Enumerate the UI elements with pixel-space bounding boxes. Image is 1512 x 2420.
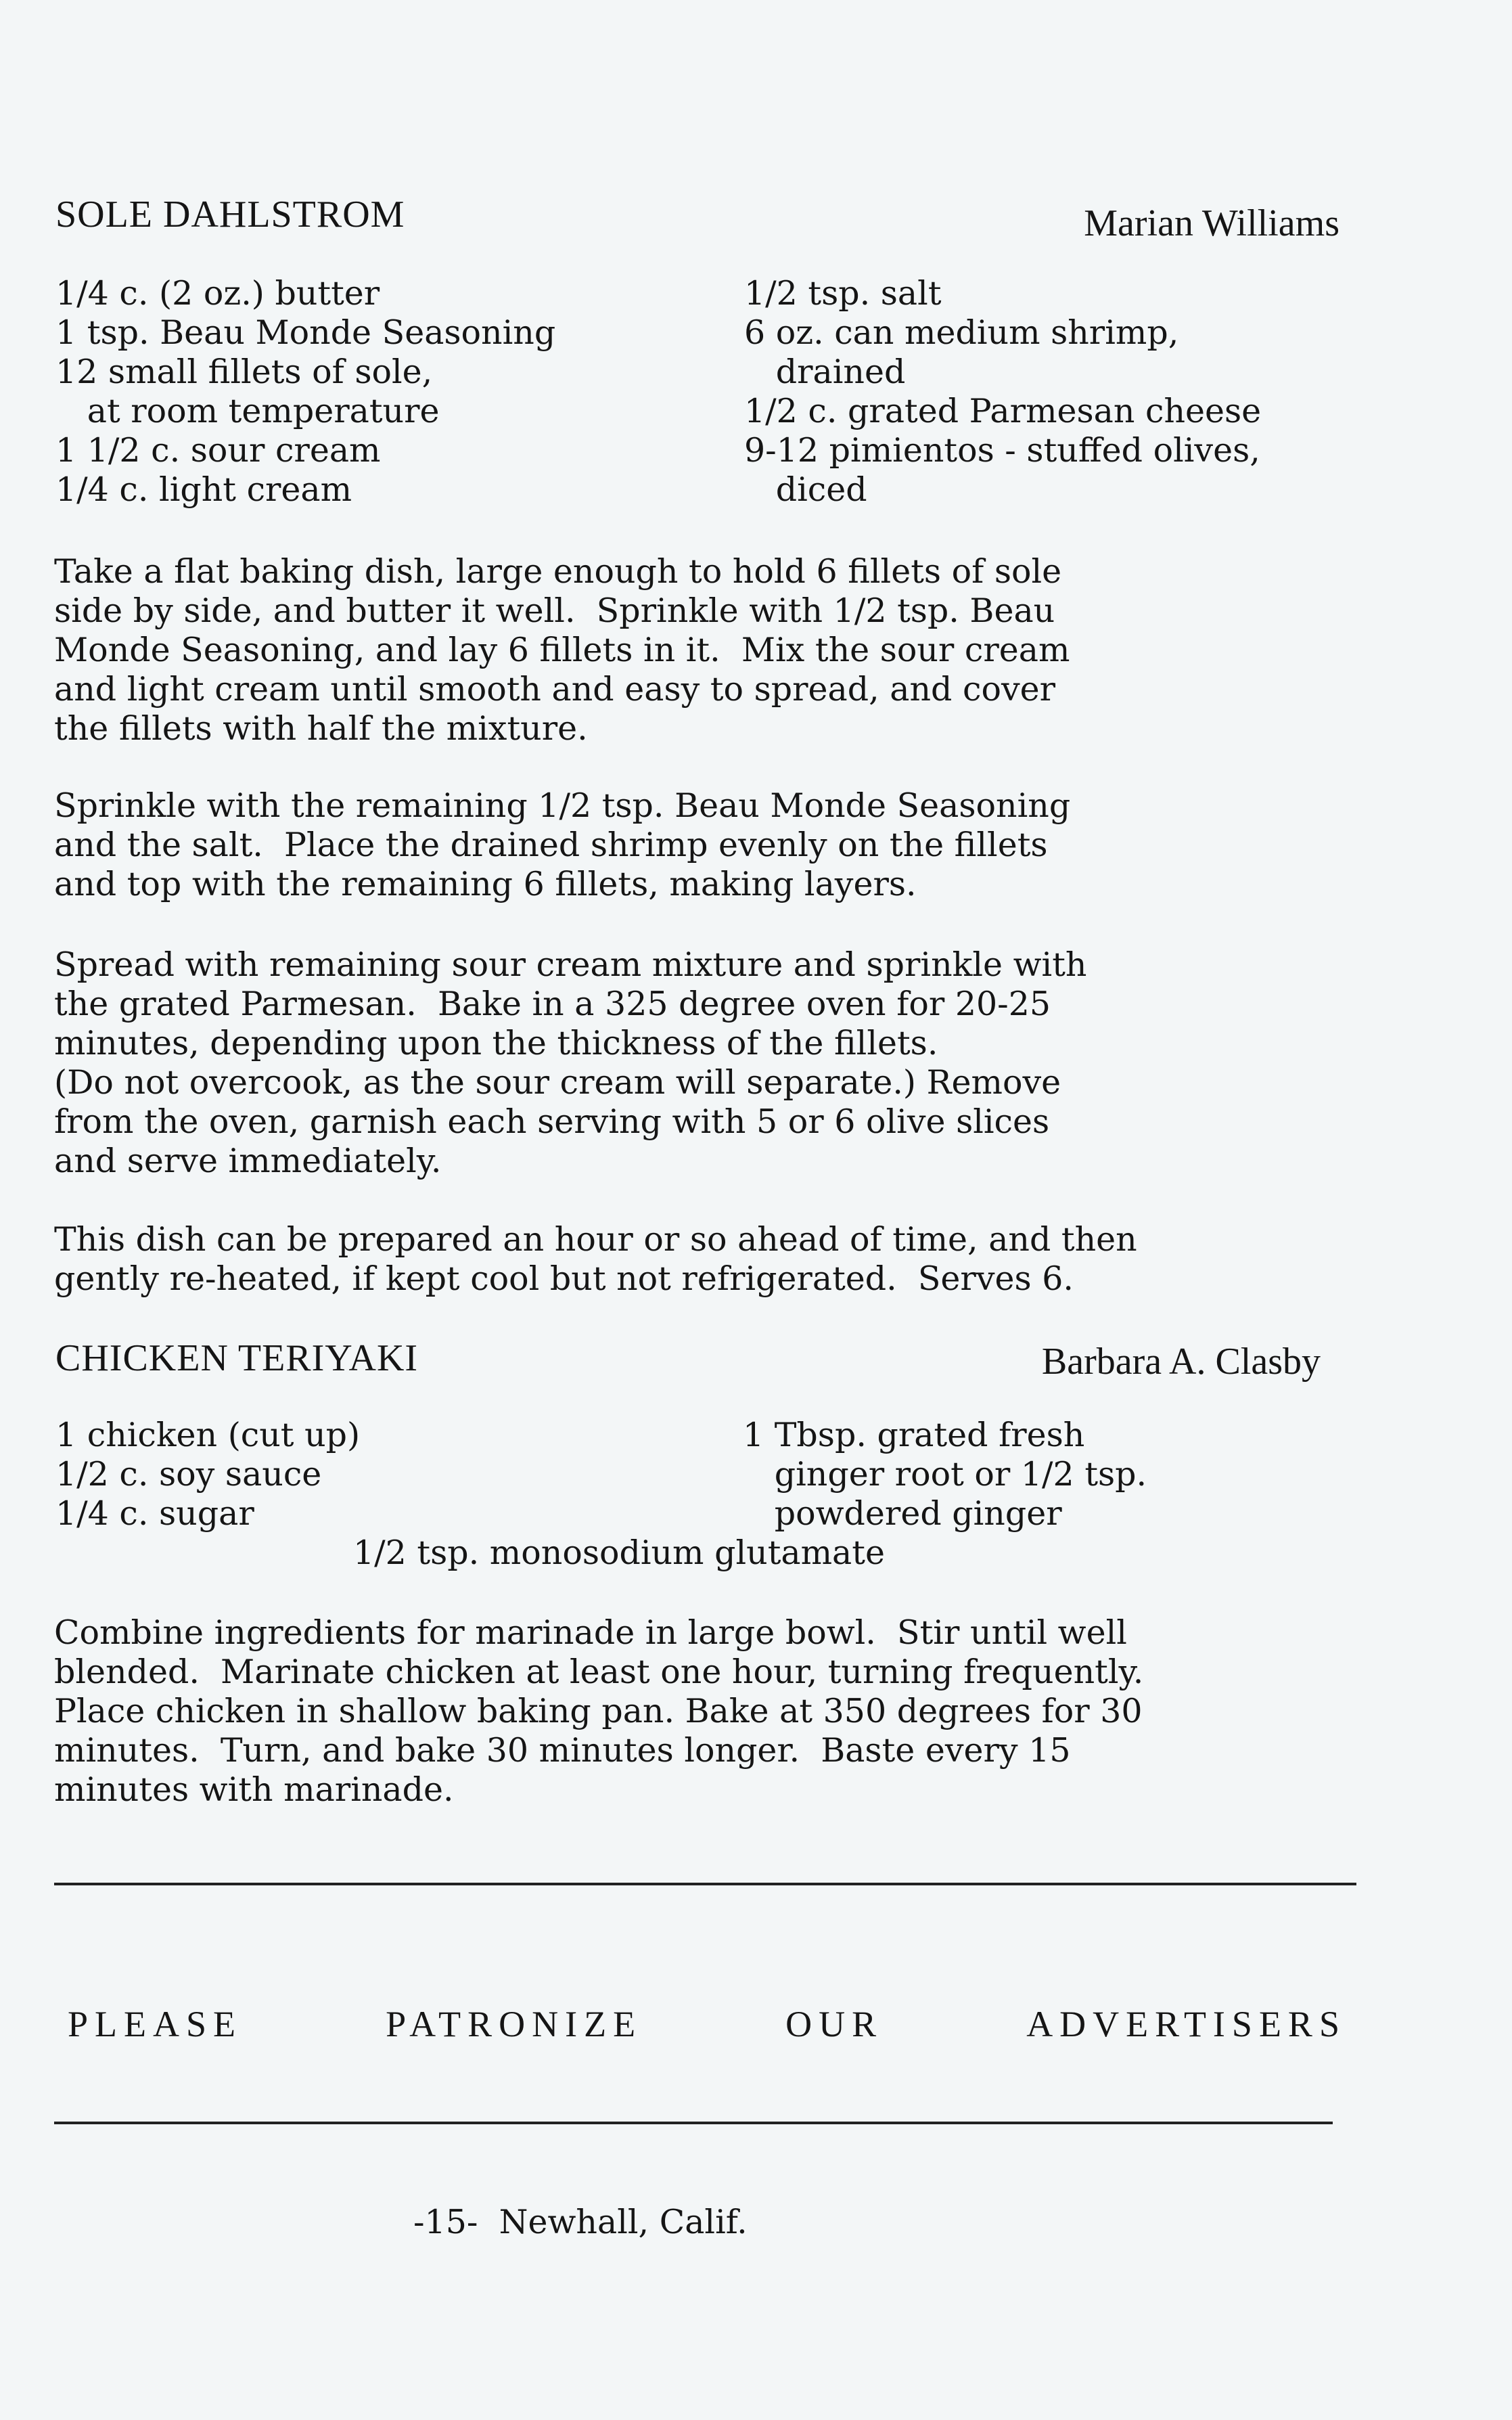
ingredient: 1/4 c. sugar (55, 1494, 254, 1533)
text-line: Spread with remaining sour cream mixture and sprinkle with (54, 945, 1087, 984)
ingredient: 1/2 c. grated Parmesan cheese (744, 392, 1262, 430)
text-line: Combine ingredients for marinade in large bowl. Stir until well (54, 1613, 1127, 1652)
ingredient: 1 Tbsp. grated fresh (743, 1416, 1085, 1454)
instructions-paragraph (54, 945, 1086, 1181)
text-line: from the oven, garnish each serving with 5 or 6 olive slices (54, 1102, 1050, 1141)
ingredient: 1/2 tsp. salt (744, 274, 942, 313)
banner-word: OUR (785, 2004, 884, 2044)
divider-line (54, 2122, 1333, 2124)
ingredients-left (55, 274, 555, 510)
text-line: Place chicken in shallow baking pan. Bake at 350 degrees for 30 (54, 1692, 1143, 1730)
recipe-title: CHICKEN TERIYAKI (55, 1337, 419, 1379)
text-line: (Do not overcook, as the sour cream will separate.) Remove (54, 1063, 1061, 1102)
ingredient: 1/4 c. light cream (55, 470, 352, 509)
banner-word: PATRONIZE (386, 2004, 643, 2044)
ingredient: 1/2 c. soy sauce (55, 1455, 322, 1494)
text-line: the grated Parmesan. Bake in a 325 degree oven for 20-25 (54, 985, 1051, 1023)
banner-word: ADVERTISERS (1026, 2004, 1346, 2044)
text-line: gently re-heated, if kept cool but not refrigerated. Serves 6. (54, 1259, 1074, 1298)
ingredient: 6 oz. can medium shrimp, (744, 313, 1179, 352)
ingredient: 9-12 pimientos - stuffed olives, (744, 431, 1260, 470)
advertisers-banner (68, 2003, 1346, 2045)
text-line: minutes with marinade. (54, 1770, 454, 1809)
text-line: and serve immediately. (54, 1142, 442, 1180)
ingredient: 12 small fillets of sole, (55, 353, 433, 391)
recipe-author: Marian Williams (1084, 202, 1339, 244)
instructions-paragraph (54, 552, 1070, 748)
ingredient: diced (744, 470, 867, 509)
divider-line (54, 1883, 1356, 1885)
ingredient: 1 chicken (cut up) (55, 1416, 361, 1454)
ingredient: 1 tsp. Beau Monde Seasoning (55, 313, 556, 352)
text-line: the fillets with half the mixture. (54, 709, 588, 748)
ingredients-right (744, 274, 1261, 510)
text-line: This dish can be prepared an hour or so ahead of time, and then (54, 1220, 1137, 1259)
ingredient: at room temperature (55, 392, 440, 430)
ingredient: powdered ginger (743, 1494, 1062, 1533)
ingredient: drained (744, 353, 906, 391)
text-line: and light cream until smooth and easy to spread, and cover (54, 670, 1056, 709)
instructions-paragraph (54, 786, 1070, 904)
ingredient (353, 1533, 885, 1573)
text-line: and the salt. Place the drained shrimp evenly on the fillets (54, 826, 1048, 864)
instructions-paragraph (54, 1613, 1143, 1810)
text-line: side by side, and butter it well. Sprinkle with 1/2 tsp. Beau (54, 591, 1055, 630)
text-line: Take a flat baking dish, large enough to hold 6 fillets of sole (54, 552, 1062, 591)
ingredient: ginger root or 1/2 tsp. (743, 1455, 1147, 1494)
recipe-author: Barbara A. Clasby (1041, 1341, 1321, 1383)
ingredient: 1/4 c. (2 oz.) butter (55, 274, 380, 313)
ingredients-left (55, 1416, 360, 1533)
banner-word: PLEASE (68, 2004, 243, 2044)
text-line: minutes, depending upon the thickness of the fillets. (54, 1024, 938, 1062)
recipe-title: SOLE DAHLSTROM (55, 194, 405, 236)
text-line: and top with the remaining 6 fillets, making layers. (54, 865, 917, 903)
text-line: Sprinkle with the remaining 1/2 tsp. Beau Monde Seasoning (54, 786, 1071, 825)
page-footer: -15- Newhall, Calif. (413, 2203, 748, 2241)
text-line: Monde Seasoning, and lay 6 fillets in it. Mix the sour cream (54, 631, 1070, 669)
ingredients-right (743, 1416, 1147, 1533)
instructions-paragraph (54, 1220, 1137, 1299)
ingredient: 1 1/2 c. sour cream (55, 431, 381, 470)
text-line: minutes. Turn, and bake 30 minutes longer. Baste every 15 (54, 1731, 1071, 1770)
text-line: blended. Marinate chicken at least one hour, turning frequently. (54, 1653, 1144, 1691)
ingredient-text: 1/2 tsp. monosodium glutamate (353, 1533, 885, 1572)
